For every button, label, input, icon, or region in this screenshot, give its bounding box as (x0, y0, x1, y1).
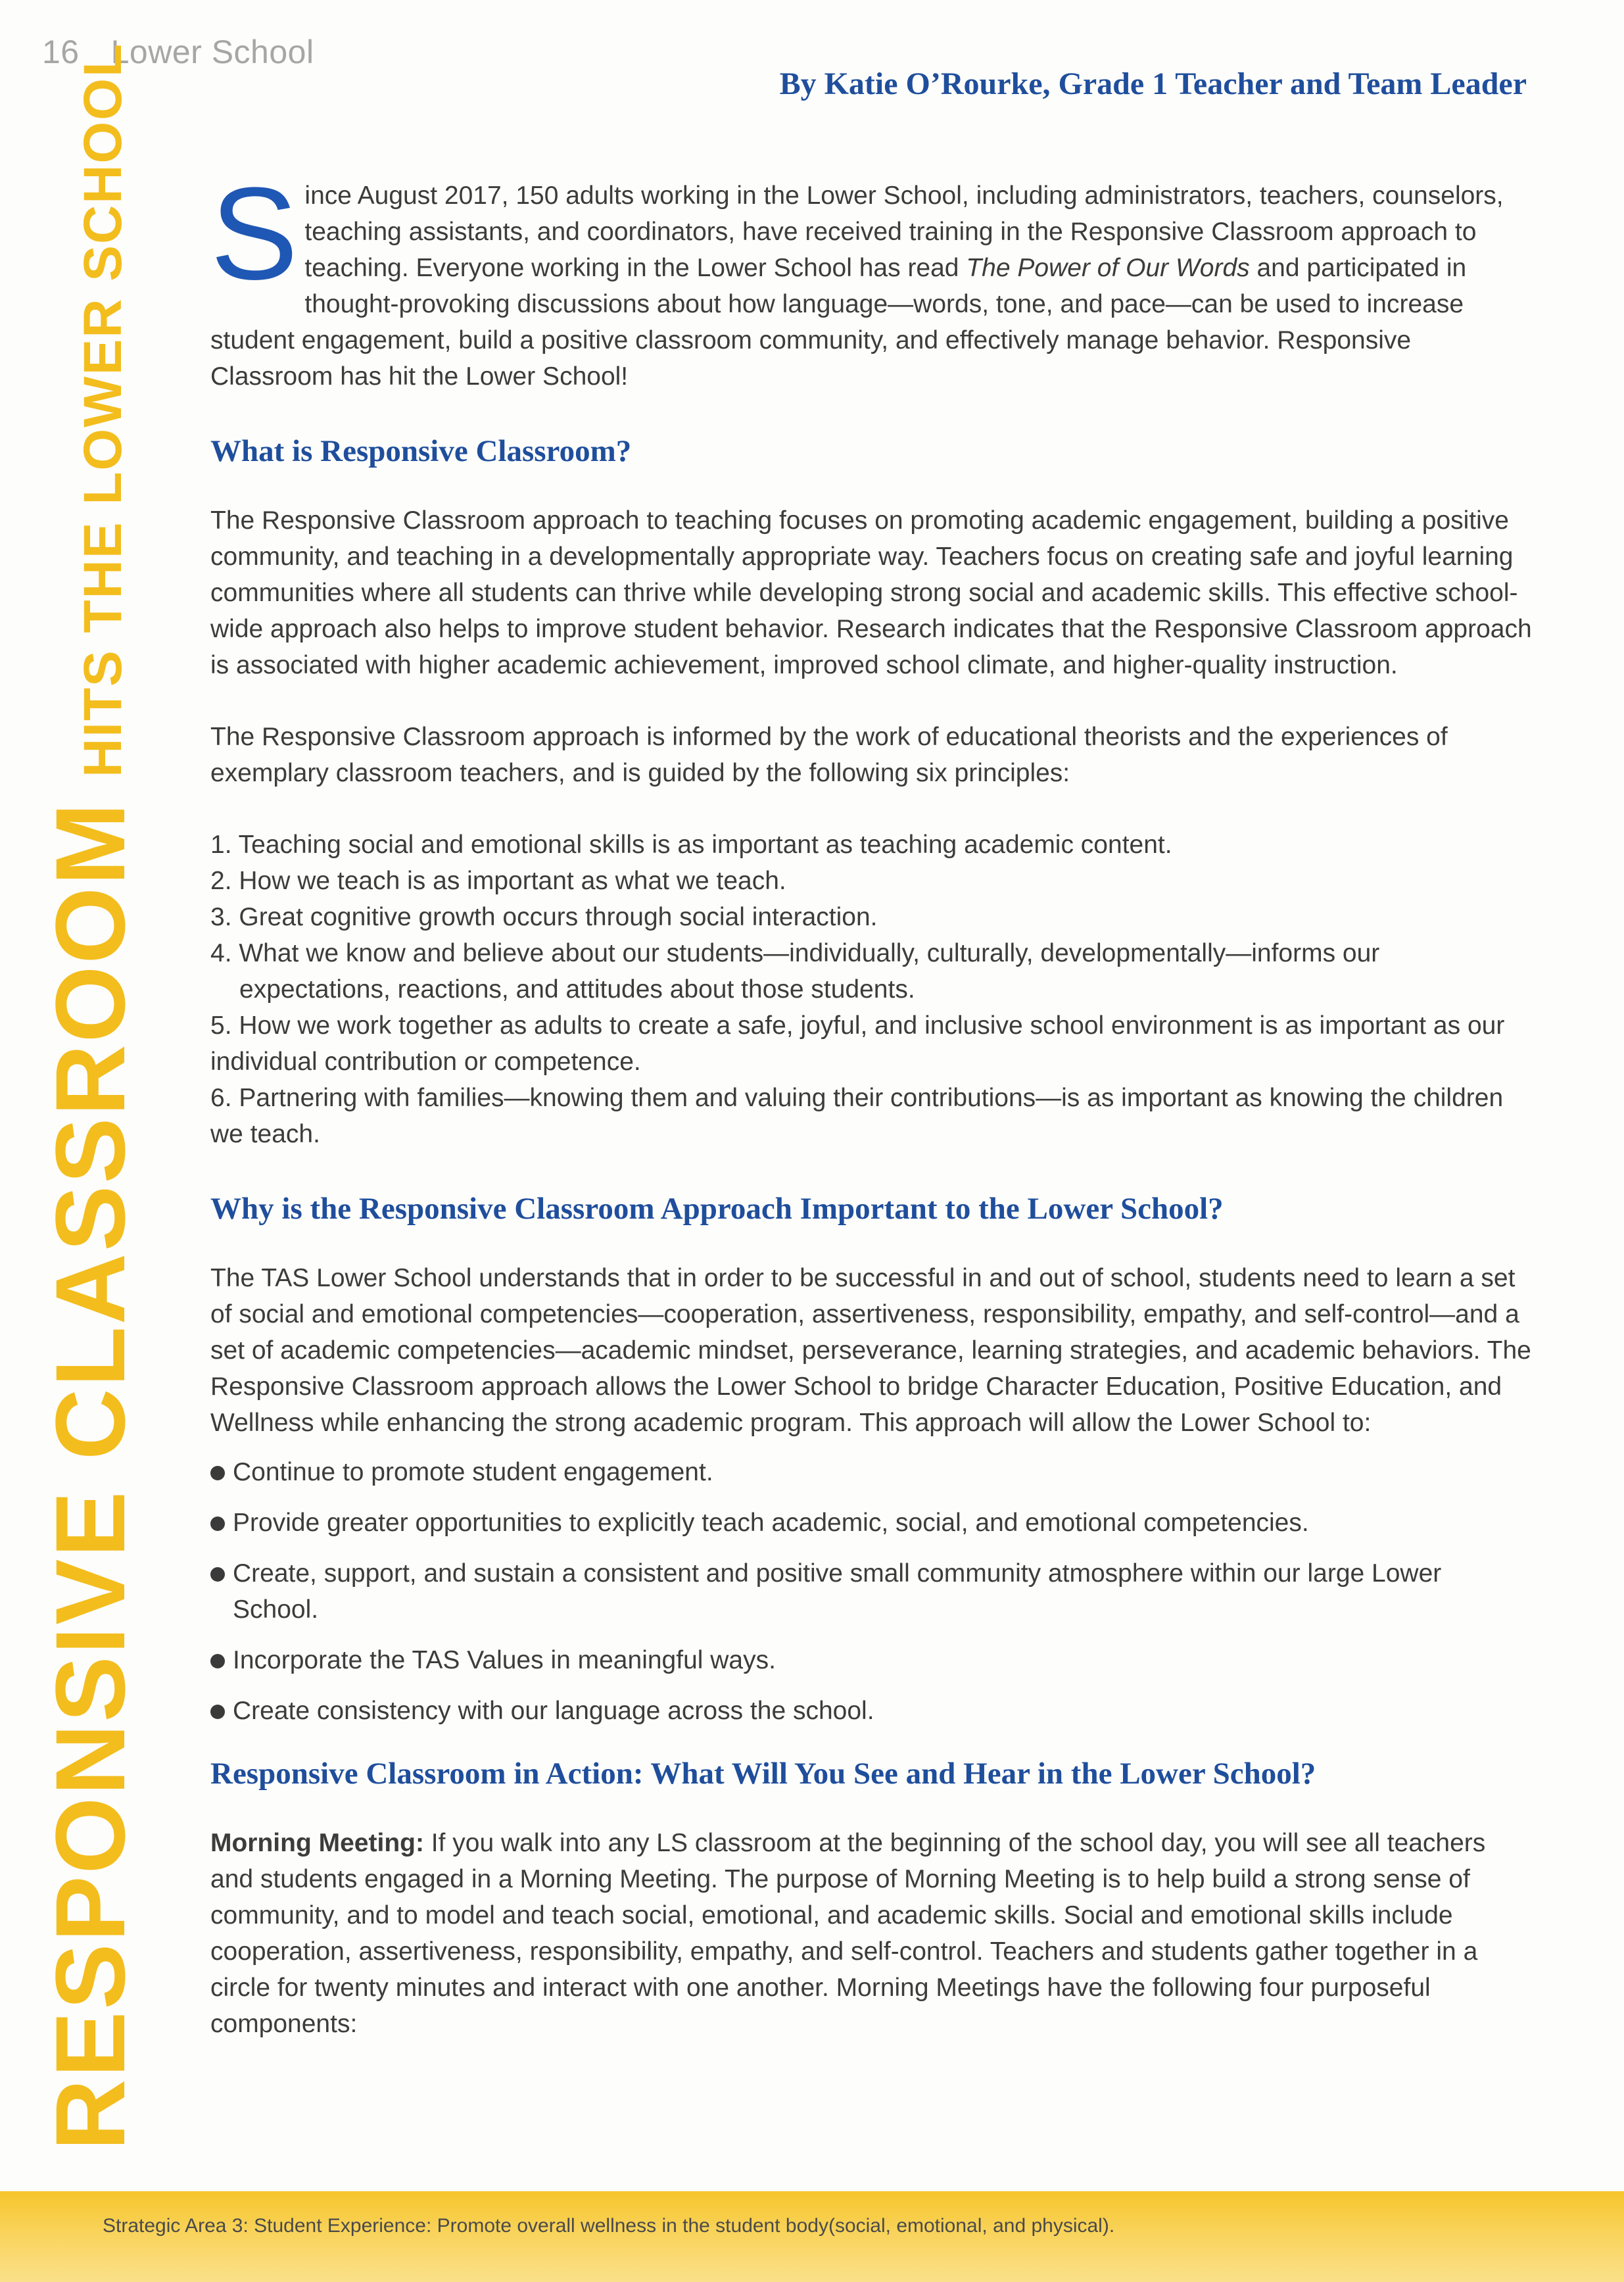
page-number: 16 (42, 34, 80, 70)
article-body (210, 160, 1532, 2042)
intro-text-2: and participated in thought-provoking discussions about how language—words, tone, and pace—can be used to increase student engagement, build a positive classroom community, and effectively manage behavior. Responsive Classroom has hit the Lower School! (210, 254, 1467, 391)
intro-paragraph (210, 160, 1532, 395)
list-item: 5. How we work together as adults to create a safe, joyful, and inclusive school environment is as important as our individual contribution or competence. (210, 1011, 1505, 1076)
byline: By Katie O’Rourke, Grade 1 Teacher and Team Leader (779, 66, 1527, 101)
list-item: 2. How we teach is as important as what we teach. (210, 867, 786, 895)
list-item: Incorporate the TAS Values in meaningful ways. (210, 1642, 1532, 1678)
list-item: Continue to promote student engagement. (210, 1454, 1532, 1490)
principles-list (210, 827, 1532, 1152)
list-item: 6. Partnering with families—knowing them and valuing their contributions—is as important as knowing the children we teach. (210, 1084, 1504, 1148)
list-item: 3. Great cognitive growth occurs through social interaction. (210, 903, 878, 931)
footer-text: Strategic Area 3: Student Experience: Promote overall wellness in the student body(social, emotional, and physical). (103, 2215, 1115, 2237)
intro-text-1: ince August 2017, 150 adults working in the Lower School, including administrators, teachers, counselors, teaching assistants, and coordinators, have received training in the Responsive Classroom approach to teaching. Everyone working in the Lower School has read (304, 182, 1504, 282)
morning-meeting-label: Morning Meeting: (210, 1829, 424, 1857)
morning-meeting-text: If you walk into any LS classroom at the beginning of the school day, you will see all teachers and students engaged in a Morning Meeting. The purpose of Morning Meeting is to help build a strong sense of community, and to model and teach social, emotional, and academic skills. Social and emotional skills include cooperation, assertiveness, responsibility, empathy, and self-control. Teachers and students gather together in a circle for twenty minutes and interact with one another. Morning Meetings have the following four purposeful components: (210, 1829, 1486, 2038)
list-item: 4. What we know and believe about our students—individually, culturally, developmentally—informs our (210, 939, 1380, 967)
list-item: Create consistency with our language across the school. (210, 1693, 1532, 1729)
section-name: Lower School (110, 34, 314, 70)
why-important-paragraph: The TAS Lower School understands that in order to be successful in and out of school, students need to learn a set of social and emotional competencies—cooperation, assertiveness, responsibility, empathy, and self-control—and a set of academic competencies—academic mindset, perseverance, learning strategies, and academic behaviors. The Responsive Classroom approach allows the Lower School to bridge Character Education, Positive Education, and Wellness while enhancing the strong academic program. This approach will allow the Lower School to: (210, 1264, 1531, 1437)
list-item: Create, support, and sustain a consistent and positive small community atmosphere within our large Lower School. (210, 1555, 1532, 1628)
side-title-sub: HITS THE LOWER SCHOOL (73, 42, 133, 778)
list-item: Provide greater opportunities to explicitly teach academic, social, and emotional competencies. (210, 1505, 1532, 1541)
side-title-main: RESPONSIVE CLASSROOM (35, 801, 145, 2150)
heading-what-is: What is Responsive Classroom? (210, 434, 632, 468)
morning-meeting-paragraph (210, 1825, 1532, 2042)
heading-why-important: Why is the Responsive Classroom Approach Important to the Lower School? (210, 1192, 1224, 1226)
list-item: 1. Teaching social and emotional skills is as important as teaching academic content. (210, 831, 1172, 859)
book-title: The Power of Our Words (966, 254, 1250, 282)
footer-band (0, 2191, 1624, 2282)
drop-cap: S (210, 160, 299, 307)
list-item: expectations, reactions, and attitudes about those students. (239, 975, 915, 1004)
what-is-paragraph-2: The Responsive Classroom approach is informed by the work of educational theorists and the experiences of exemplary classroom teachers, and is guided by the following six principles: (210, 723, 1448, 787)
goals-list (210, 1454, 1532, 1729)
what-is-paragraph-1: The Responsive Classroom approach to teaching focuses on promoting academic engagement, building a positive community, and teaching in a developmentally appropriate way. Teachers focus on creating safe and joyful learning communities where all students can thrive while developing strong social and academic skills. This effective school-wide approach also helps to improve student behavior. Research indicates that the Responsive Classroom approach is associated with higher academic achievement, improved school climate, and higher-quality instruction. (210, 506, 1532, 679)
heading-in-action: Responsive Classroom in Action: What Will You See and Hear in the Lower School? (210, 1757, 1316, 1791)
